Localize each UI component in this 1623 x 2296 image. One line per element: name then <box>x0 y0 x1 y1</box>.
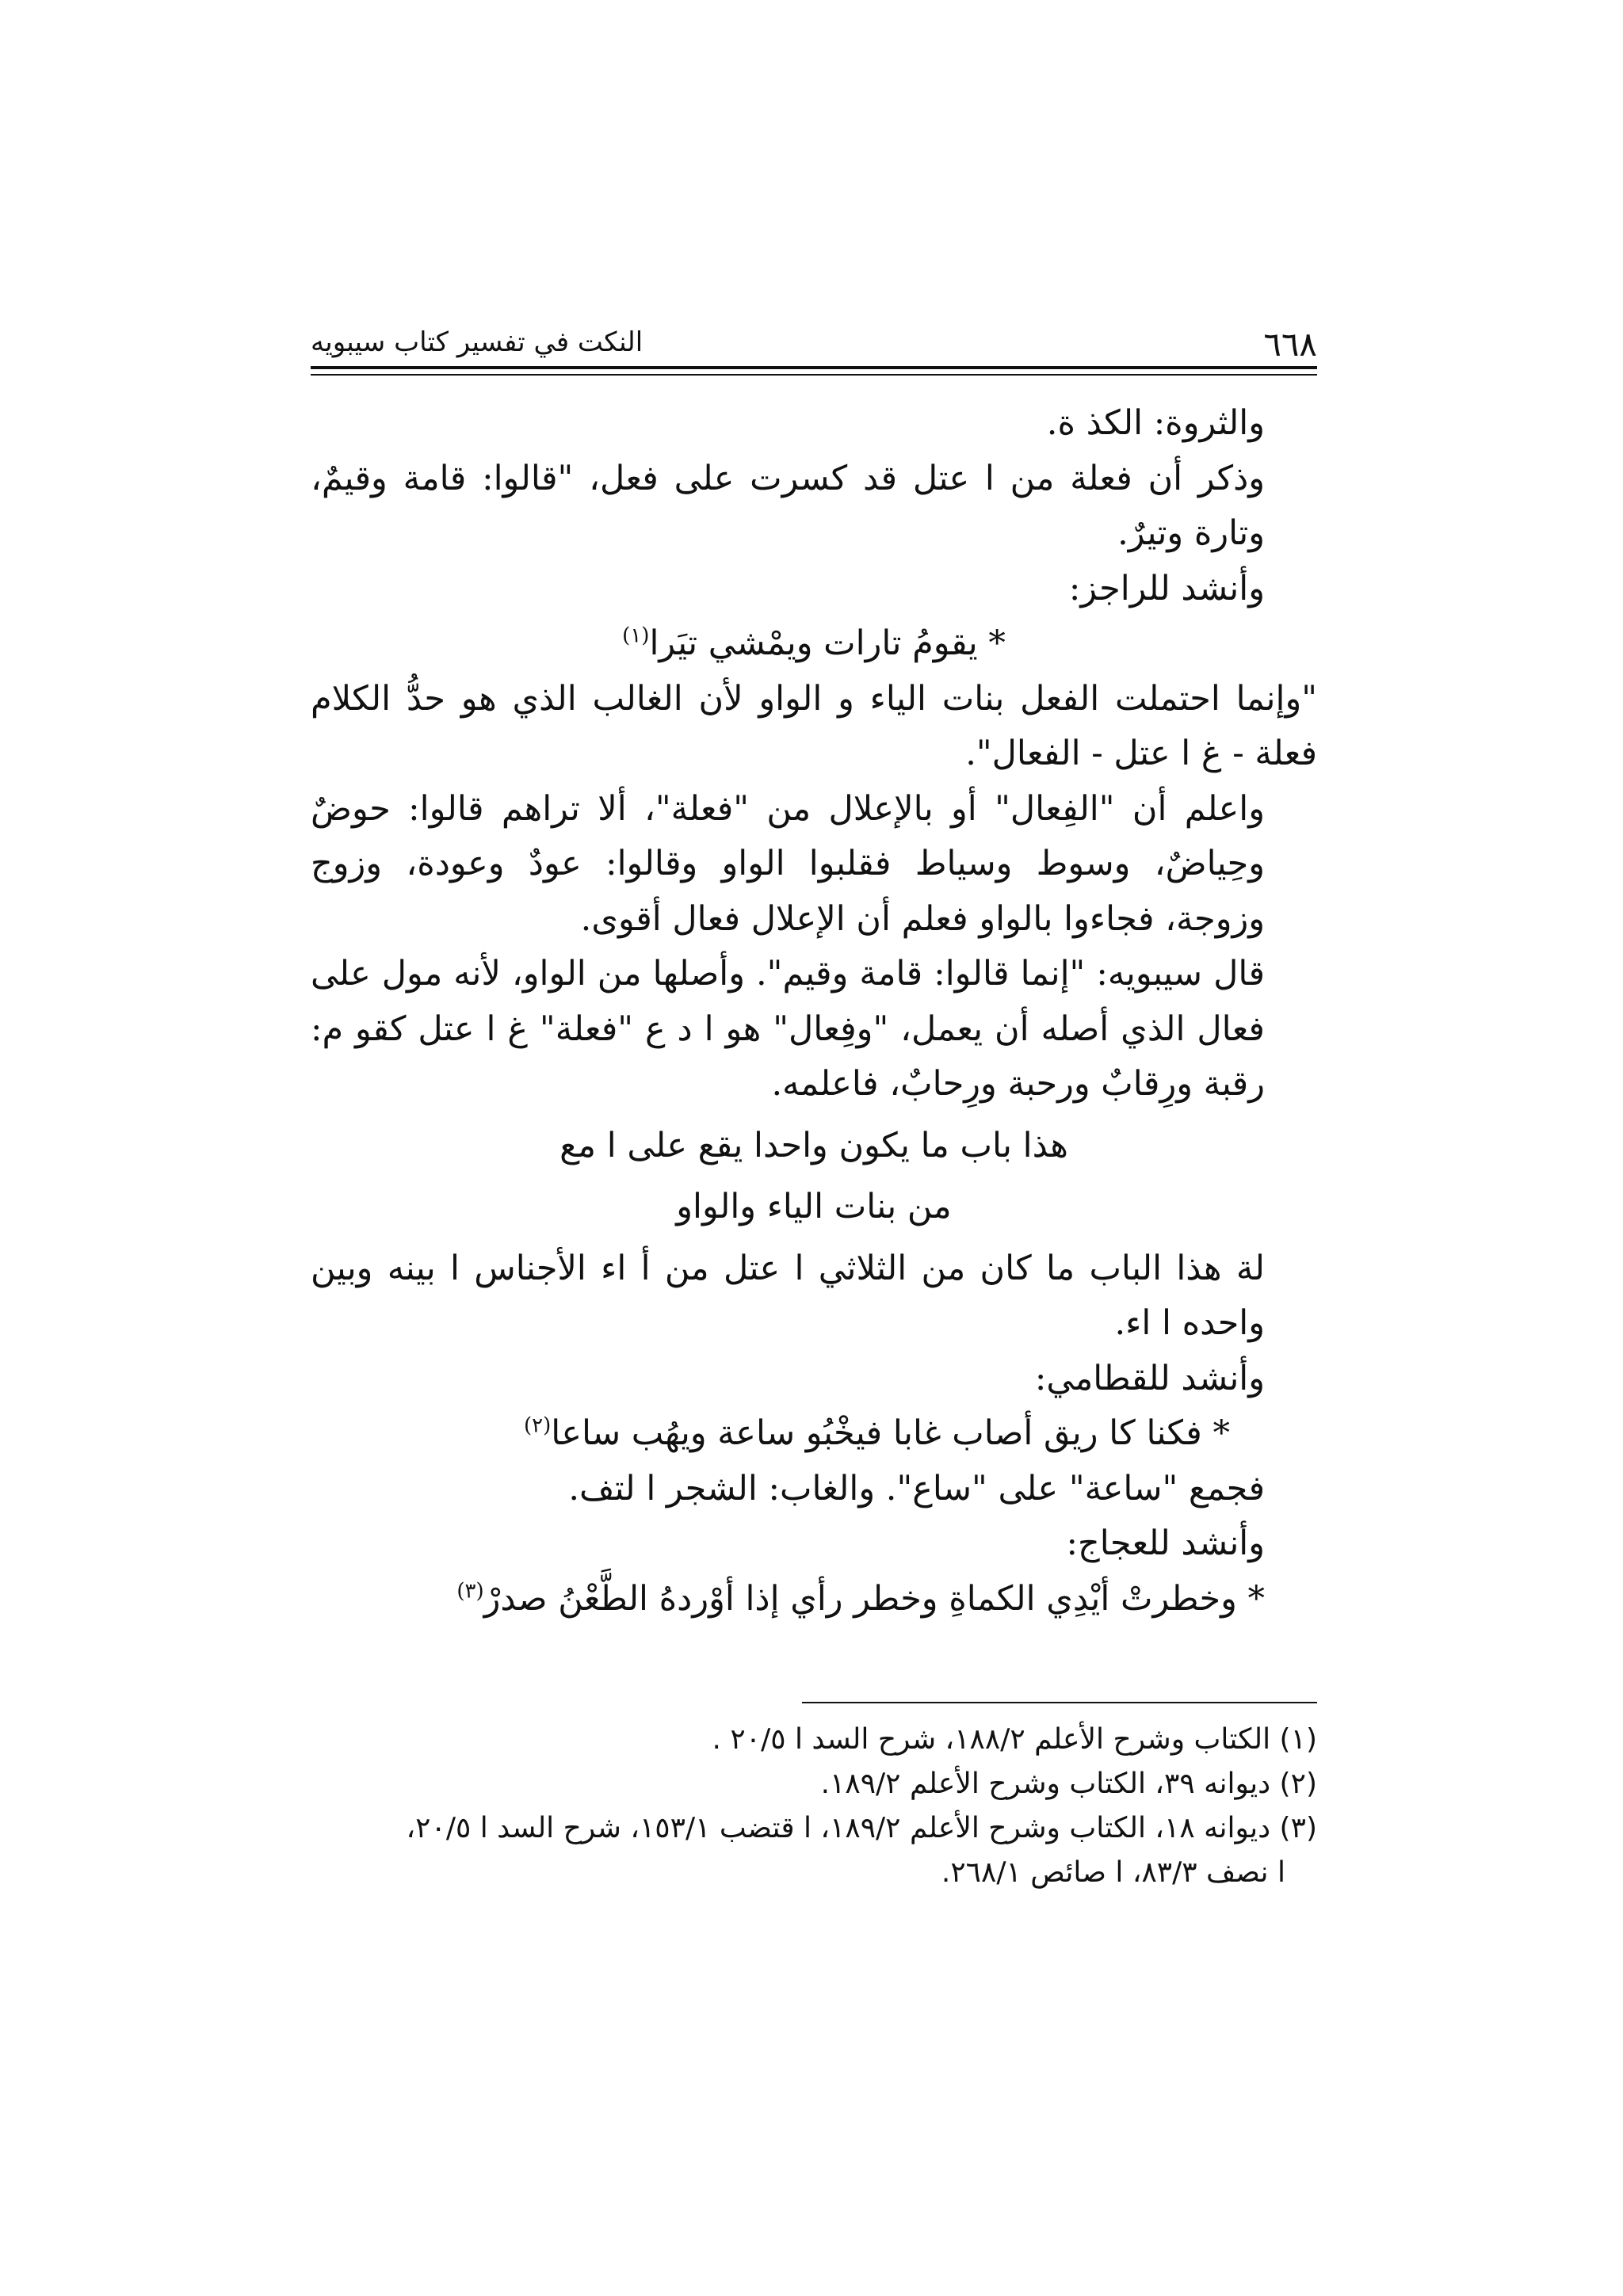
main-text <box>311 396 1317 1627</box>
footnote: (٢) ديوانه ٣٩، الكتاب وشرح الأعلم ١٨٩/٢. <box>820 1768 1317 1800</box>
footnotes <box>311 1718 1317 1895</box>
paragraph: "وإنما احتملت الفعل بنات الياء و الواو لأن الغالب الذي هو حدُّ الكلام فعلة - غ ا عتل - الفعال". <box>311 678 1317 773</box>
paragraph: قال سيبويه: "إنما قالوا: قامة وقيم". وأصلها من الواو، لأنه مول على فعال الذي أصله أن يعمل، "وفِعال" هو ا د ع "فعلة" غ ا عتل كقو م: رقبة ورِقابٌ ورحبة ورِحابٌ، فاعلمه. <box>311 954 1265 1104</box>
footnote-ref: (٢) <box>523 1413 552 1438</box>
header-rule-thick <box>311 366 1317 369</box>
footnote-ref: (٣) <box>456 1579 484 1604</box>
paragraph: والثروة: الكذ ة. <box>1046 403 1265 443</box>
paragraph: لة هذا الباب ما كان من الثلاثي ا عتل من أ اء الأجناس ا بينه وبين واحده ا اء. <box>311 1248 1265 1343</box>
header-rule-thin <box>311 374 1317 376</box>
verse-text: * فكنا كا ريق أصاب غابا فيخْبُو ساعة ويهُب ساعا <box>551 1413 1230 1453</box>
section-heading-line2: من بنات الياء والواو <box>676 1187 952 1226</box>
verse-line <box>311 616 1317 672</box>
page-number: ٦٦٨ <box>1263 325 1317 364</box>
footnote: (٣) ديوانه ١٨، الكتاب وشرح الأعلم ١٨٩/٢، ا قتضب ١٥٣/١، شرح السد ا ٢٠/٥، <box>406 1812 1317 1844</box>
footnote-ref: (١) <box>622 624 650 648</box>
paragraph: وأنشد للقطامي: <box>1034 1358 1265 1398</box>
paragraph: وأنشد للراجز: <box>1068 568 1265 608</box>
footnote-separator <box>802 1702 1317 1703</box>
page-header <box>311 317 1317 372</box>
footnote-continuation: ا نصف ٨٣/٣، ا صائص ٢٦٨/١. <box>941 1856 1285 1889</box>
verse-text: * يقومُ تارات ويمْشي تيَرا <box>649 624 1006 663</box>
paragraph: واعلم أن "الفِعال" أو بالإعلال من "فعلة"، ألا تراهم قالوا: حوضٌ وحِياضٌ، وسوط وسياط فقلبوا الواو وقالوا: عودٌ وعودة، وزوج وزوجة، فجاءوا بالواو فعلم أن الإعلال فعال أقوى. <box>311 788 1265 939</box>
paragraph: وذكر أن فعلة من ا عتل قد كسرت على فعل، "قالوا: قامة وقيمٌ، وتارة وتيرٌ. <box>311 458 1265 553</box>
paragraph: وأنشد للعجاج: <box>1066 1524 1265 1563</box>
section-heading-line1: هذا باب ما يكون واحدا يقع على ا مع <box>559 1125 1068 1165</box>
running-title: النكت في تفسير كتاب سيبويه <box>311 326 643 358</box>
footnote: (١) الكتاب وشرح الأعلم ١٨٨/٢، شرح السد ا ٢٠/٥ . <box>712 1723 1317 1756</box>
verse-text: * وخطرتْ أيْدِي الكماةِ وخطر رأي إذا أوْردهُ الطَّعْنُ صدرْ <box>483 1578 1265 1619</box>
paragraph: فجمع "ساعة" على "ساع". والغاب: الشجر ا لتف. <box>568 1468 1265 1508</box>
verse-line <box>311 1406 1317 1462</box>
verse-line <box>311 1572 1317 1627</box>
